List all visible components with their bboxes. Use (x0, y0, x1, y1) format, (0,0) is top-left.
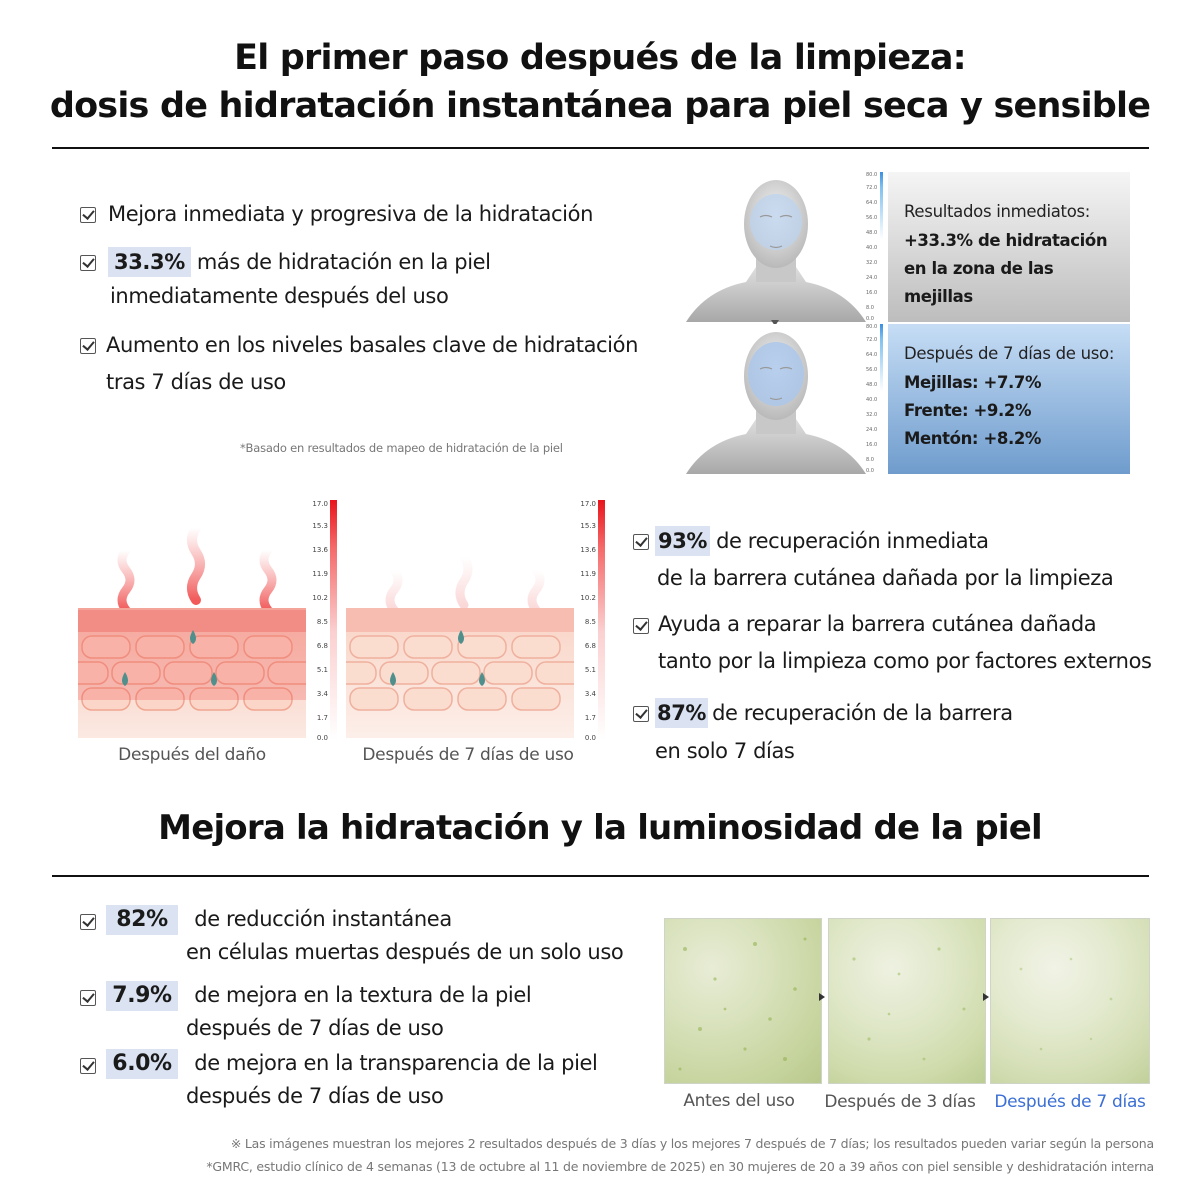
stat-badge-6-0: 6.0% (106, 1049, 178, 1079)
barrier-item-2-line2: tanto por la limpieza como por factores externos (658, 649, 1152, 673)
stat-badge-93: 93% (655, 526, 710, 556)
damage-scale-1: 17.0 15.3 13.6 11.9 10.2 8.5 6.8 5.1 3.4 1.7 0.0 (306, 500, 342, 740)
skin-photo-before (664, 918, 822, 1084)
barrier-item-3: 87% de recuperación de la barrera (655, 696, 1013, 730)
face-illustration-7days (686, 324, 866, 474)
results-7days-cheeks: Mejillas: +7.7% (904, 373, 1042, 392)
stat-badge-87: 87% (655, 698, 708, 728)
results-7days-heading: Después de 7 días de uso: (904, 344, 1115, 363)
caption-after-3-days: Después de 3 días (824, 1092, 976, 1112)
face-illustration-immediate (686, 172, 866, 322)
checkbox-icon (80, 207, 96, 223)
checkbox-icon (80, 914, 96, 930)
skin-recovery-illustration (346, 510, 574, 740)
checkbox-icon (80, 990, 96, 1006)
skin-photo-7days (990, 918, 1150, 1084)
hydration-item-2-text: más de hidratación en la piel (196, 250, 491, 274)
hydration-item-3: Aumento en los niveles basales clave de hidratación (106, 333, 638, 357)
hydration-scale-2: 80.0 72.0 64.0 56.0 48.0 40.0 32.0 24.0 16.0 8.0 0.0 (866, 324, 888, 474)
footer-note-2: *GMRC, estudio clínico de 4 semanas (13 de octubre al 11 de noviembre de 2025) en 30 mujeres de 20 a 39 años con piel sensible y deshidratación interna (206, 1159, 1154, 1174)
results-immediate-line2: en la zona de las mejillas (904, 259, 1054, 306)
checkbox-icon (633, 618, 649, 634)
checkbox-icon (80, 1058, 96, 1074)
section2-item-2-line2: después de 7 días de uso (186, 1016, 444, 1040)
skin-photo-3days (828, 918, 986, 1084)
results-7days-forehead: Frente: +9.2% (904, 401, 1032, 420)
right-arrow-icon (819, 993, 825, 1001)
hydration-item-3-line2: tras 7 días de uso (106, 370, 286, 394)
caption-after-7-days: Después de 7 días de uso (362, 745, 574, 765)
results-7days-chin: Mentón: +8.2% (904, 429, 1042, 448)
section2-item-2: 7.9% de mejora en la textura de la piel (106, 978, 531, 1012)
section2-item-1-line2: en células muertas después de un solo uso (186, 940, 624, 964)
stat-badge-7-9: 7.9% (106, 981, 178, 1011)
page-title-line1: El primer paso después de la limpieza: (234, 38, 966, 78)
stat-badge-33: 33.3% (108, 247, 191, 277)
checkbox-icon (80, 338, 96, 354)
right-arrow-icon (983, 993, 989, 1001)
section2-title: Mejora la hidratación y la luminosidad de la piel (158, 808, 1042, 848)
hydration-item-1: Mejora inmediata y progresiva de la hidratación (108, 202, 593, 226)
title-divider (52, 147, 1149, 149)
checkbox-icon (80, 255, 96, 271)
barrier-item-3-line2: en solo 7 días (655, 739, 795, 763)
section2-divider (52, 875, 1149, 877)
barrier-item-2: Ayuda a reparar la barrera cutánea dañada (658, 612, 1097, 636)
caption-before-use: Antes del uso (683, 1091, 795, 1111)
page-title-line2: dosis de hidratación instantánea para piel seca y sensible (49, 86, 1151, 126)
checkbox-icon (633, 534, 649, 550)
barrier-item-1: 93% de recuperación inmediata (655, 524, 989, 558)
barrier-item-1-line2: de la barrera cutánea dañada por la limpieza (657, 566, 1114, 590)
footer-note-1: ※ Las imágenes muestran los mejores 2 resultados después de 3 días y los mejores 7 después de 7 días; los resultados pueden variar según la persona (230, 1136, 1154, 1151)
stat-badge-82: 82% (106, 905, 178, 935)
hydration-scale-1: 80.0 72.0 64.0 56.0 48.0 40.0 32.0 24.0 16.0 8.0 0.0 (866, 172, 888, 322)
results-7days-box (888, 324, 1130, 474)
section2-item-3: 6.0% de mejora en la transparencia de la piel (106, 1046, 597, 1080)
hydration-item-2-line2: inmediatamente después del uso (110, 284, 449, 308)
results-immediate-box (888, 172, 1130, 322)
caption-after-damage: Después del daño (118, 745, 266, 765)
results-immediate-heading: Resultados inmediatos: (904, 202, 1091, 221)
hydration-item-2 (108, 245, 491, 279)
section2-item-1: 82% de reducción instantánea (106, 902, 452, 936)
section2-item-3-line2: después de 7 días de uso (186, 1084, 444, 1108)
damage-scale-2: 17.0 15.3 13.6 11.9 10.2 8.5 6.8 5.1 3.4 1.7 0.0 (574, 500, 610, 740)
caption-after-7-days-photo: Después de 7 días (994, 1092, 1146, 1112)
skin-damage-illustration (78, 510, 306, 740)
hydration-footnote: *Basado en resultados de mapeo de hidratación de la piel (240, 441, 563, 455)
results-immediate-line1: +33.3% de hidratación (904, 231, 1108, 250)
checkbox-icon (633, 706, 649, 722)
